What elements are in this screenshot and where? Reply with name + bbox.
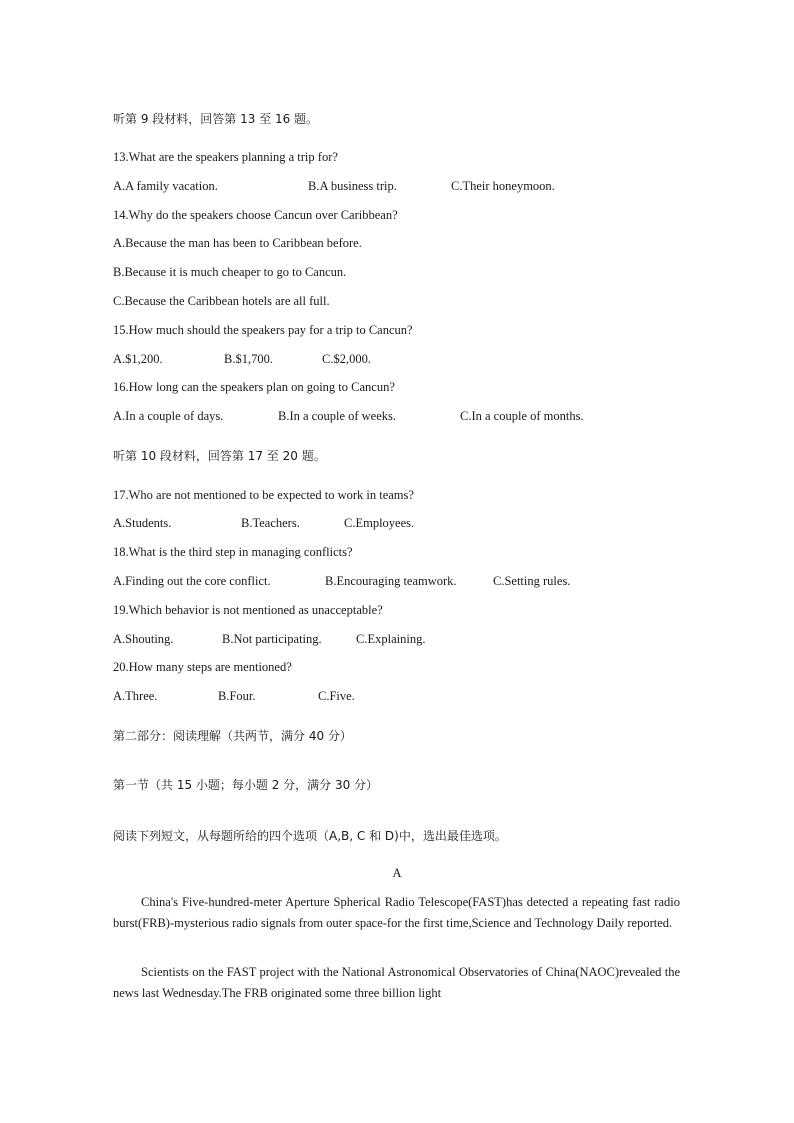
option-c: C.$2,000. — [322, 352, 371, 366]
passage-paragraph-1: China's Five-hundred-meter Aperture Spherical Radio Telescope(FAST)has detected a repeating fast radio burst(FRB)-mysterious radio signals from outer space-for the first time,Science and Technology Daily reported. — [113, 895, 680, 930]
option-14-c: C.Because the Caribbean hotels are all full. — [113, 294, 330, 308]
options-17 — [113, 515, 683, 531]
option-c: C.Their honeymoon. — [451, 179, 555, 193]
question-20: 20.How many steps are mentioned? — [113, 660, 292, 674]
part2-heading: 第二部分：阅读理解（共两节，满分 40 分） — [113, 729, 352, 743]
options-13 — [113, 178, 683, 194]
question-15: 15.How much should the speakers pay for a trip to Cancun? — [113, 323, 413, 337]
option-a: A.Shouting. — [113, 632, 174, 646]
question-14: 14.Why do the speakers choose Cancun over Caribbean? — [113, 208, 398, 222]
question-17: 17.Who are not mentioned to be expected to work in teams? — [113, 488, 414, 502]
option-b: B.A business trip. — [308, 179, 397, 193]
option-14-a: A.Because the man has been to Caribbean before. — [113, 236, 362, 250]
option-b: B.Not participating. — [222, 632, 322, 646]
options-20 — [113, 688, 683, 704]
question-19: 19.Which behavior is not mentioned as unacceptable? — [113, 603, 383, 617]
option-a: A.Students. — [113, 516, 172, 530]
options-18 — [113, 573, 683, 589]
passage-paragraph-2: Scientists on the FAST project with the National Astronomical Observatories of China(NAOC)revealed the news last Wednesday.The FRB originated some three billion light — [113, 965, 680, 1000]
part2-section1-heading: 第一节（共 15 小题；每小题 2 分，满分 30 分） — [113, 778, 379, 792]
question-18: 18.What is the third step in managing conflicts? — [113, 545, 353, 559]
option-c: C.Employees. — [344, 516, 415, 530]
option-a: A.Three. — [113, 689, 158, 703]
question-16: 16.How long can the speakers plan on going to Cancun? — [113, 380, 395, 394]
option-c: C.Setting rules. — [493, 574, 571, 588]
option-a: A.In a couple of days. — [113, 409, 224, 423]
question-13: 13.What are the speakers planning a trip for? — [113, 150, 338, 164]
option-a: A.A family vacation. — [113, 179, 218, 193]
option-14-b: B.Because it is much cheaper to go to Cancun. — [113, 265, 347, 279]
option-a: A.$1,200. — [113, 352, 163, 366]
option-b: B.Four. — [218, 689, 256, 703]
options-19 — [113, 631, 683, 647]
option-b: B.In a couple of weeks. — [278, 409, 397, 423]
options-15 — [113, 351, 683, 367]
option-c: C.Five. — [318, 689, 355, 703]
options-16 — [113, 408, 683, 424]
passage-letter: A — [392, 866, 402, 880]
option-c: C.Explaining. — [356, 632, 426, 646]
section10-heading: 听第 10 段材料，回答第 17 至 20 题。 — [113, 449, 326, 463]
option-c: C.In a couple of months. — [460, 409, 584, 423]
option-b: B.Teachers. — [241, 516, 300, 530]
option-a: A.Finding out the core conflict. — [113, 574, 271, 588]
option-b: B.$1,700. — [224, 352, 273, 366]
reading-instruction: 阅读下列短文，从每题所给的四个选项（A,B, C 和 D)中，选出最佳选项。 — [113, 829, 507, 843]
section9-heading: 听第 9 段材料，回答第 13 至 16 题。 — [113, 112, 319, 126]
option-b: B.Encouraging teamwork. — [325, 574, 457, 588]
